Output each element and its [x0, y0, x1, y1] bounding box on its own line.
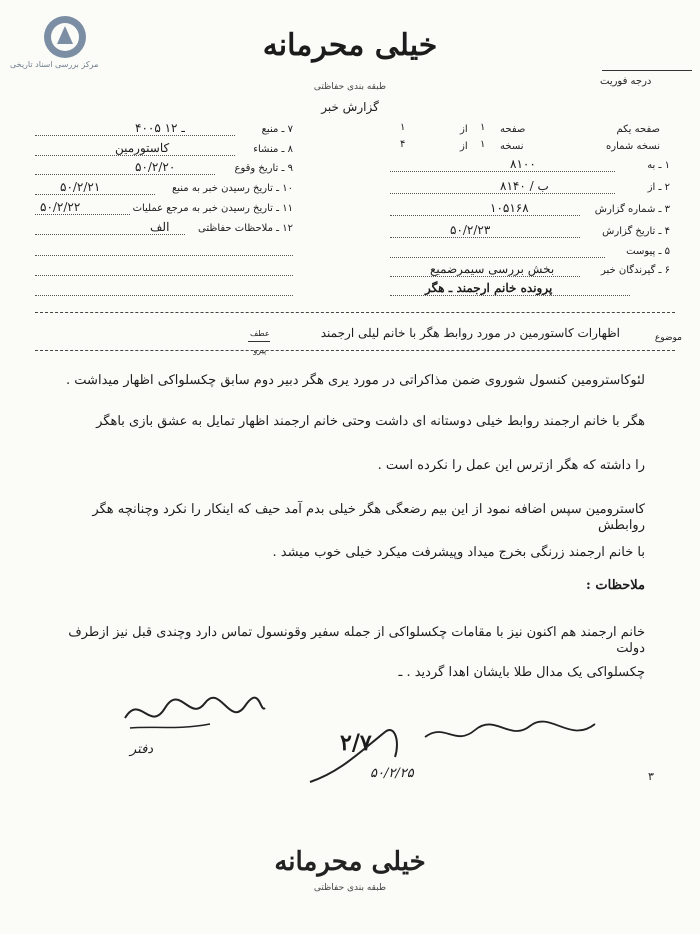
field-value: ۵۰/۲/۲۲	[40, 200, 81, 214]
field-value: الف	[150, 220, 170, 234]
field-label: ۱۱ ـ تاریخ رسیدن خبر به مرجع عملیات	[132, 203, 293, 214]
field-origin-row	[35, 141, 293, 160]
body-line: را داشته که هگر ازترس این عمل را نکرده است .	[377, 458, 645, 473]
field-attachment-row	[390, 246, 670, 262]
classification-subtitle: طبقه بندی حفاظتی	[313, 82, 387, 92]
body-line: لئوکاسترومین کنسول شوروی ضمن مذاکراتی در مورد یری هگر دبیر دوم سابق چکسلواکی اظهار میداشت .	[66, 373, 645, 388]
field-value: ۱	[400, 122, 406, 133]
body-line: هگر با خانم ارجمند روابط خیلی دوستانه ای داشت وحتی خانم ارجمند اظهار تمایل به عشق بازی باهگر	[96, 414, 645, 429]
body-line: کاسترومین سپس اضافه نمود از این بیم رضعگی هگر خیلی بدم آمد حیف که اینکار را نکرد وچنانچه هگر روابطش	[92, 502, 645, 533]
field-label: صفحه یکم	[616, 124, 660, 135]
logo-text: مرکز بررسی اسناد تاریخی	[10, 60, 99, 69]
field-label: نسخه	[500, 141, 524, 152]
field-value: ۵۰/۲/۲۳	[450, 223, 491, 237]
field-report-number-row	[390, 201, 670, 220]
field-label: ۱ ـ به	[647, 160, 670, 171]
notes-heading: ملاحظات :	[586, 578, 645, 593]
archive-logo-icon	[42, 14, 88, 60]
field-label: ۸ ـ منشاء	[253, 144, 293, 155]
field-value: ۵۰/۲/۲۰	[135, 160, 176, 174]
field-recipients-row	[390, 262, 670, 281]
page-number: ۳	[648, 770, 654, 783]
field-label: از	[460, 124, 468, 135]
body-line: چکسلواکی یک مدال طلا بایشان اهدا گردید . ـ	[398, 665, 645, 680]
divider	[35, 350, 675, 351]
footer-classification-title: خیلی محرمانه	[274, 847, 426, 877]
field-label: ۱۲ ـ ملاحظات حفاظتی	[198, 223, 293, 234]
field-value: ۸۱۰۰	[510, 157, 536, 171]
body-line: با خانم ارجمند زرنگی بخرج میداد وپیشرفت میکرد خیلی خوب میشد .	[272, 545, 645, 560]
reference-divider	[248, 341, 270, 342]
field-operations-receipt-row	[35, 200, 293, 219]
field-label: ۴ ـ تاریخ گزارش	[602, 226, 670, 237]
field-to-row	[390, 157, 670, 176]
field-event-date-row	[35, 160, 293, 179]
field-label: ۵ ـ پیوست	[626, 246, 670, 257]
page-count-row	[380, 124, 660, 140]
field-from-row	[390, 179, 670, 198]
reference-box	[250, 325, 270, 359]
body-line: خانم ارجمند هم اکنون نیز با مقامات چکسلواکی از جمله سفیر وقونسول تماس دارد وچندی قبل نیز ازطرف دولت	[68, 625, 645, 656]
field-label: ۷ ـ منبع	[261, 124, 293, 135]
field-source-row	[35, 121, 293, 140]
classification-title: خیلی محرمانه	[262, 28, 438, 63]
field-value: پرونده خانم ارجمند ـ هگر	[425, 281, 553, 295]
field-value: بخش بررسی سیمرضمیع	[430, 262, 555, 276]
handwritten-note-left-icon	[120, 688, 270, 738]
handwritten-note-left-2: دفتر	[130, 742, 154, 757]
field-value: ۵۰/۲/۲۱	[60, 180, 101, 194]
field-label: ۱۰ ـ تاریخ رسیدن خبر به منبع	[171, 183, 293, 194]
field-value: ۴	[400, 139, 406, 150]
field-value: ۱	[480, 139, 486, 150]
report-title: گزارش خبر	[321, 100, 379, 114]
followup-label: پیرو	[253, 346, 267, 355]
handwritten-number: ۲/۷	[340, 730, 372, 756]
field-label: ۳ ـ شماره گزارش	[594, 204, 670, 215]
field-label: ۲ ـ از	[647, 182, 670, 193]
handwritten-date: ۵۰/۲/۲۵	[370, 766, 414, 781]
blank-line	[35, 244, 293, 260]
field-label: ۹ ـ تاریخ وقوع	[234, 163, 293, 174]
blank-line	[35, 264, 293, 280]
priority-line	[602, 70, 692, 71]
field-value: ۴۰۰۵ ـ ۱۲	[135, 121, 185, 135]
field-value: کاستورمین	[115, 141, 170, 155]
field-label: از	[460, 141, 468, 152]
field-report-date-row	[390, 223, 670, 242]
field-security-notes-row	[35, 220, 293, 239]
copy-number-row	[380, 141, 660, 157]
field-value: ۱	[480, 122, 486, 133]
field-label: ۶ ـ گیرندگان خبر	[600, 265, 670, 276]
subject-text: اظهارات کاستورمین در مورد روابط هگر با خانم لیلی ارجمند	[320, 326, 620, 340]
footer-classification-subtitle: طبقه بندی حفاظتی	[313, 883, 387, 893]
field-label: صفحه	[500, 124, 526, 135]
subject-label: موضوع	[654, 333, 682, 343]
field-value: ۱۰۵۱۶۸	[490, 201, 529, 215]
divider	[35, 312, 675, 313]
field-source-receipt-row	[35, 180, 293, 199]
priority-label: درجه فوریت	[600, 76, 652, 87]
field-label: نسخه شماره	[606, 141, 660, 152]
blank-line	[35, 284, 293, 300]
reference-label: عطف	[250, 329, 270, 338]
field-value: ۸۱۴۰ / ب	[500, 179, 549, 193]
field-file-row	[390, 281, 670, 300]
